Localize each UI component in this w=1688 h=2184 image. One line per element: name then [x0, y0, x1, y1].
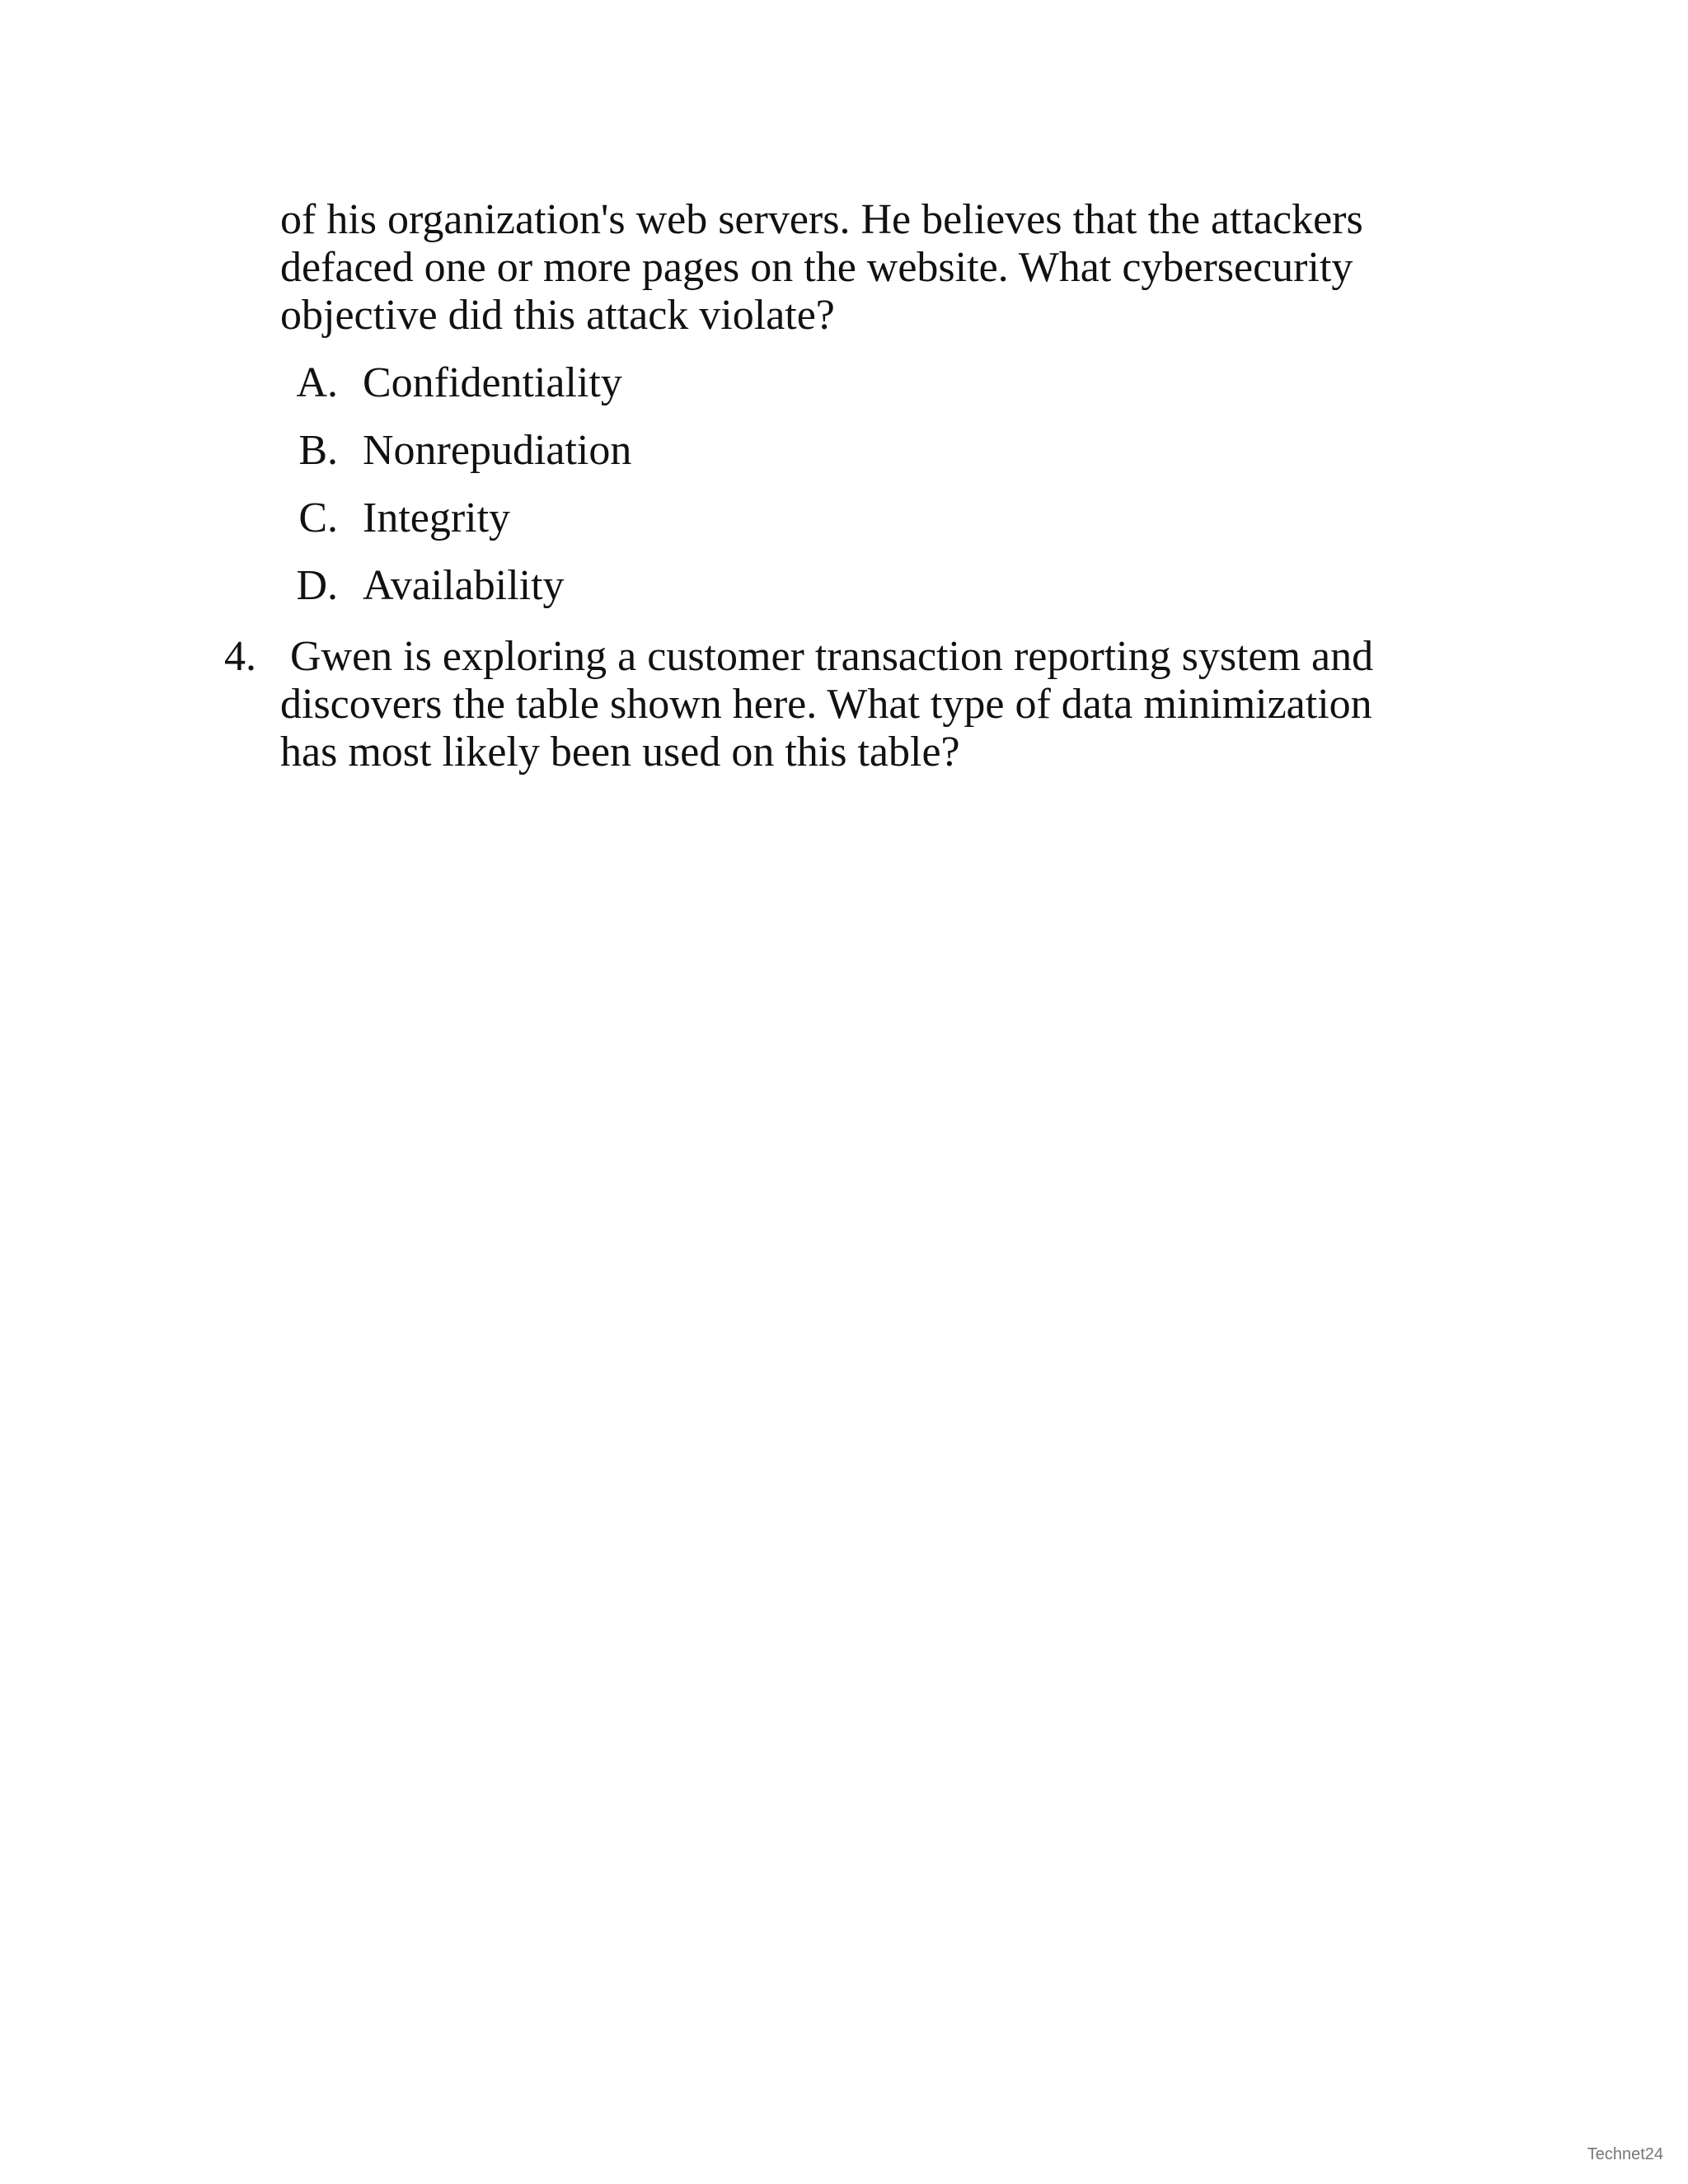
- option-letter: B.: [298, 427, 338, 474]
- option-text: Confidentiality: [363, 359, 622, 406]
- option-text: Nonrepudiation: [363, 427, 632, 474]
- question-4-stem-line: discovers the table shown here. What type of data minimization: [280, 681, 1372, 728]
- option-text: Integrity: [363, 494, 511, 541]
- question-4-stem-line: has most likely been used on this table?: [280, 729, 960, 776]
- option-letter: D.: [296, 562, 338, 609]
- question-3-option-b: [0, 427, 1688, 475]
- question-3-stem-line: objective did this attack violate?: [280, 292, 835, 339]
- question-4-stem-line: Gwen is exploring a customer transaction reporting system and: [290, 633, 1374, 680]
- question-3-stem: [280, 196, 1451, 340]
- question-4-number: 4.: [224, 633, 256, 680]
- question-4-stem: [280, 633, 1451, 776]
- question-3-option-c: [0, 494, 1688, 542]
- option-letter: C.: [298, 494, 338, 541]
- question-3-stem-line: defaced one or more pages on the website. What cybersecurity: [280, 244, 1353, 291]
- question-3-option-d: [0, 562, 1688, 610]
- question-3-stem-line: of his organization's web servers. He believes that the attackers: [280, 196, 1363, 243]
- watermark-text: Technet24: [1587, 2145, 1663, 2163]
- question-3-option-a: [0, 359, 1688, 407]
- option-text: Availability: [363, 562, 565, 609]
- option-letter: A.: [296, 359, 338, 406]
